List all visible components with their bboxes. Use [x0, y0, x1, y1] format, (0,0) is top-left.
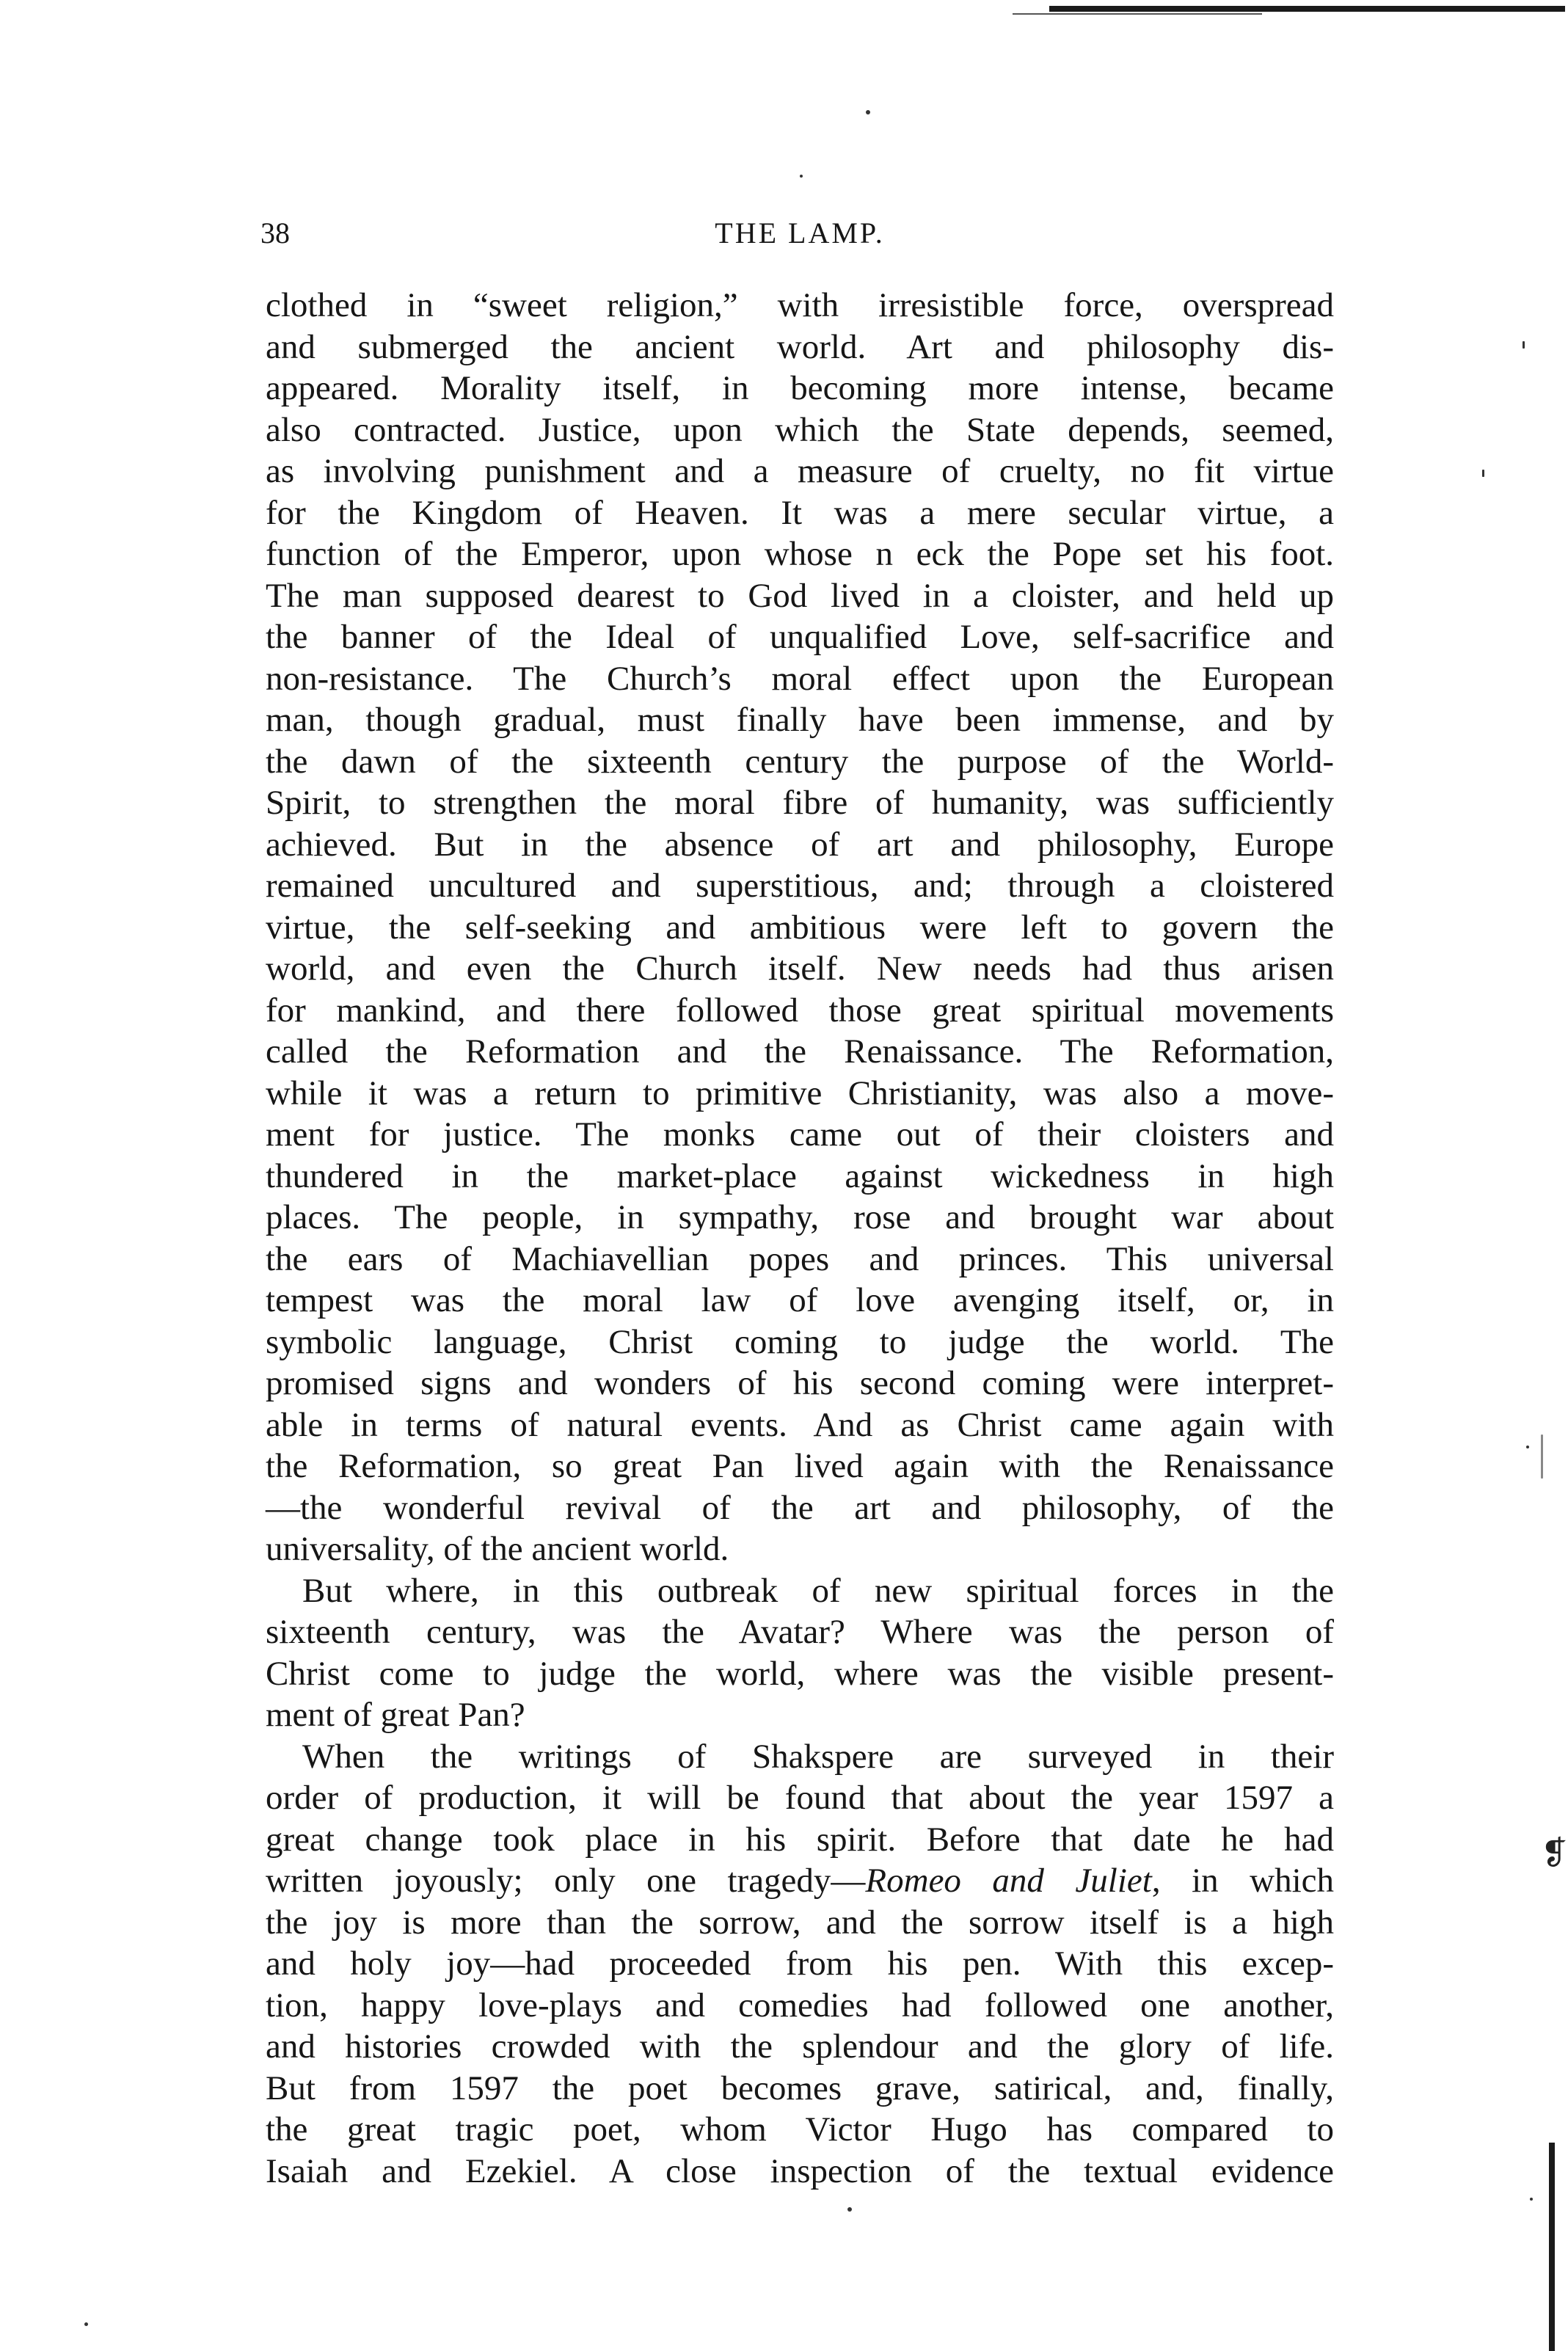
page-number: 38 [260, 216, 290, 249]
text-line: also contracted. Justice, upon which the State depends, seemed, [266, 410, 1334, 449]
text-line: for mankind, and there followed those great spiritual movements [266, 991, 1334, 1029]
text-line: called the Reformation and the Renaissance. The Reformation, [266, 1032, 1334, 1071]
text-line: Christ come to judge the world, where was the visible present- [266, 1654, 1334, 1693]
text-line: When the writings of Shakspere are surveyed in their [302, 1737, 1334, 1776]
text-line: Spirit, to strengthen the moral fibre of humanity, was sufficiently [266, 784, 1334, 822]
play-title: Romeo and Juliet [865, 1862, 1152, 1900]
text-line: the great tragic poet, whom Victor Hugo has compared to [266, 2110, 1334, 2148]
text-line: written joyously; only one tragedy—Romeo and Juliet, in which [266, 1862, 1334, 1900]
running-title: THE LAMP. [715, 216, 885, 249]
text-line: virtue, the self-seeking and ambitious were left to govern the [266, 908, 1334, 947]
text-line: the ears of Machiavellian popes and princes. This universal [266, 1239, 1334, 1278]
text-line: the Reformation, so great Pan lived again with the Renaissance [266, 1447, 1334, 1485]
text-line: The man supposed dearest to God lived in a cloister, and held up [266, 576, 1334, 615]
speck-mark [1526, 1446, 1529, 1448]
speck-mark [1530, 2198, 1533, 2201]
text-line: ment of great Pan? [266, 1696, 525, 1734]
speck-mark [1541, 1435, 1543, 1479]
text-line: man, though gradual, must finally have been immense, and by [266, 701, 1334, 739]
text-line: universality, of the ancient world. [266, 1530, 729, 1568]
speck-mark [866, 110, 870, 114]
speck-mark [84, 2322, 88, 2326]
top-border-rule-thin [1013, 13, 1262, 15]
text-line: function of the Emperor, upon whose n eck the Pope set his foot. [266, 535, 1334, 573]
text-line: remained uncultured and superstitious, and; through a cloistered [266, 867, 1334, 905]
text-line: and histories crowded with the splendour and the glory of life. [266, 2027, 1334, 2066]
speck-mark [1482, 470, 1484, 477]
text-line: —the wonderful revival of the art and philosophy, of the [266, 1488, 1334, 1527]
text-line: tempest was the moral law of love avenging itself, or, in [266, 1281, 1334, 1319]
speck-mark [847, 2207, 852, 2212]
text-line: appeared. Morality itself, in becoming more intense, became [266, 369, 1334, 407]
text-line: and holy joy—had proceeded from his pen. With this excep- [266, 1944, 1334, 1983]
text-line: great change took place in his spirit. Before that date he had [266, 1820, 1334, 1859]
text-line: places. The people, in sympathy, rose and brought war about [266, 1198, 1334, 1236]
text-line: order of production, it will be found that about the year 1597 a [266, 1779, 1334, 1817]
text-line: thundered in the market-place against wickedness in high [266, 1156, 1334, 1195]
text-line: non-resistance. The Church’s moral effect upon the European [266, 659, 1334, 698]
top-border-rule [1049, 6, 1565, 12]
text-line: promised signs and wonders of his second coming were interpret- [266, 1364, 1334, 1402]
text-line: sixteenth century, was the Avatar? Where was the person of [266, 1613, 1334, 1651]
text-line: But where, in this outbreak of new spiritual forces in the [302, 1571, 1334, 1610]
text-line: the joy is more than the sorrow, and the sorrow itself is a high [266, 1903, 1334, 1942]
page-header [260, 211, 1339, 255]
margin-mark: ❡ [1541, 1835, 1568, 1871]
speck-mark [1523, 341, 1525, 349]
text-line: clothed in “sweet religion,” with irresistible force, overspread [266, 286, 1334, 324]
text-line: ment for justice. The monks came out of their cloisters and [266, 1115, 1334, 1153]
text-line: and submerged the ancient world. Art and philosophy dis- [266, 327, 1334, 366]
text-line: world, and even the Church itself. New needs had thus arisen [266, 949, 1334, 988]
text-line: the banner of the Ideal of unqualified Love, self-sacrifice and [266, 618, 1334, 656]
text-line: symbolic language, Christ coming to judge the world. The [266, 1322, 1334, 1361]
text-line: the dawn of the sixteenth century the purpose of the World- [266, 742, 1334, 781]
text-line: tion, happy love-plays and comedies had followed one another, [266, 1986, 1334, 2024]
body-text [266, 285, 1334, 2192]
speck-mark [800, 175, 803, 178]
text-line: as involving punishment and a measure of cruelty, no fit virtue [266, 452, 1334, 490]
text-line: Isaiah and Ezekiel. A close inspection of the textual evidence [266, 2151, 1334, 2190]
text-line: able in terms of natural events. And as Christ came again with [266, 1405, 1334, 1444]
text-line: for the Kingdom of Heaven. It was a mere secular virtue, a [266, 493, 1334, 532]
text-line: while it was a return to primitive Christianity, was also a move- [266, 1074, 1334, 1112]
right-edge-bar [1549, 2143, 1555, 2351]
text-line: achieved. But in the absence of art and philosophy, Europe [266, 825, 1334, 864]
text-line: But from 1597 the poet becomes grave, satirical, and, finally, [266, 2068, 1334, 2107]
